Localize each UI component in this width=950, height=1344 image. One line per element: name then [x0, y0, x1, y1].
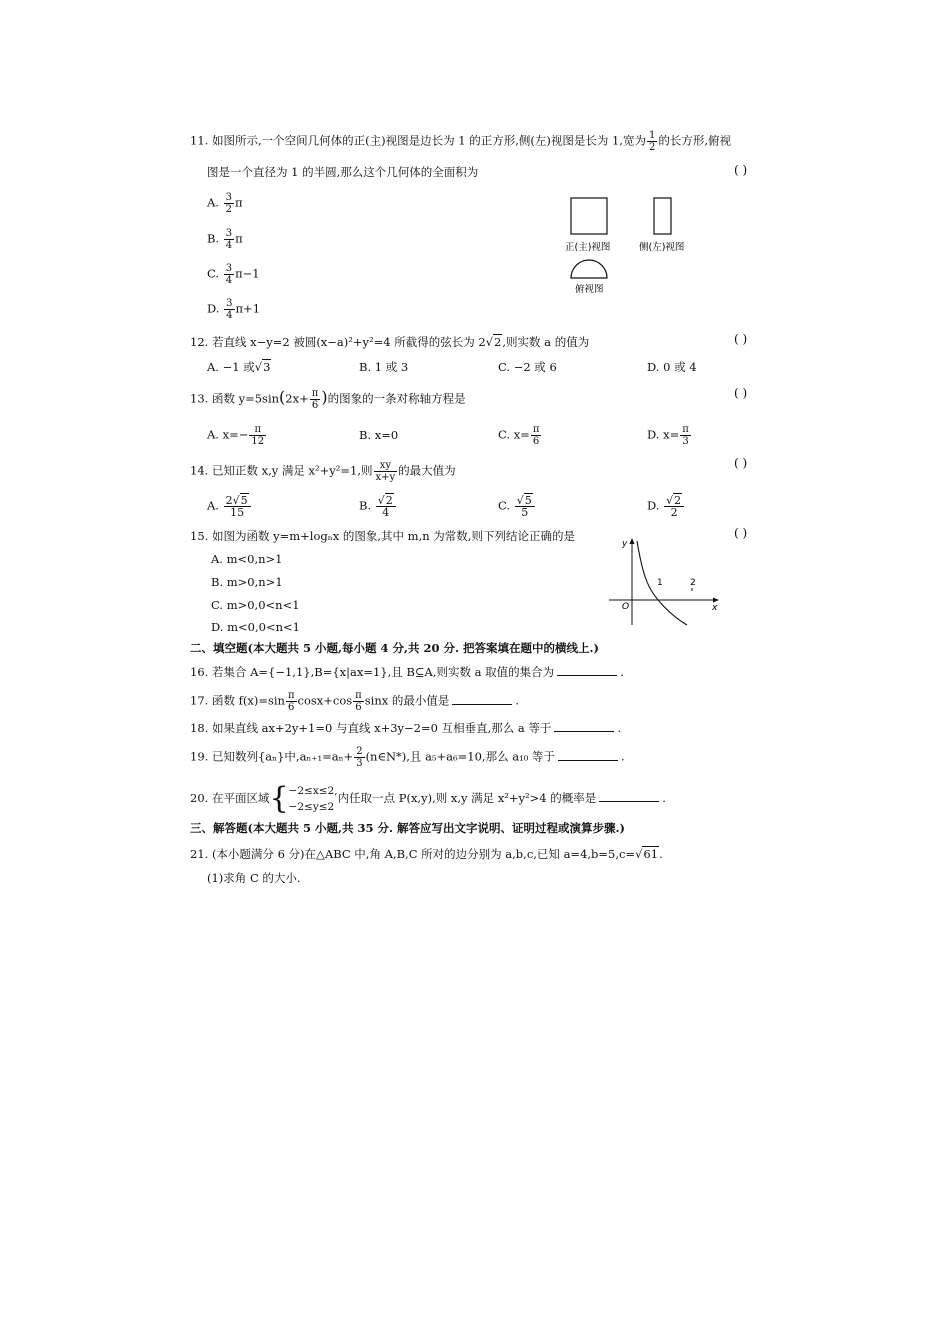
frac-den: 6: [311, 400, 319, 411]
q17-fraction-2: [353, 690, 364, 713]
q11-option-b: [207, 228, 243, 251]
q17-text-c: sinx 的最小值是: [364, 693, 450, 708]
q15-stem: 15. 如图为函数 y=m+logₙx 的图象,其中 m,n 为常数,则下列结论正确的是: [190, 529, 575, 543]
frac-num: π: [287, 690, 295, 701]
coef: 2: [225, 494, 233, 507]
opt-label: B.: [207, 231, 220, 246]
sqrt-radicand: 5: [240, 494, 248, 507]
section-3-heading: 三、解答题(本大题共 5 小题,共 35 分. 解答应写出文字说明、证明过程或演算步骤.): [190, 821, 625, 835]
opt-label: A.: [207, 195, 219, 210]
frac-num: √5: [515, 495, 535, 507]
tick-label-1: 1: [657, 578, 663, 588]
frac-num: 2√5: [224, 495, 251, 507]
q12-text-b: ,则实数 a 的值为: [502, 335, 590, 349]
frac-den: 5: [521, 506, 529, 519]
opt-fraction: [680, 424, 691, 447]
q11-line2: 图是一个直径为 1 的半圆,那么这个几何体的全面积为: [207, 165, 479, 179]
q14-answer-bracket: ( ): [734, 456, 748, 470]
q19-line: [190, 746, 625, 769]
x-axis-label: x: [712, 603, 718, 613]
frac-den: 6: [532, 436, 540, 447]
frac-num: √2: [664, 495, 684, 507]
opt-fraction: [531, 424, 542, 447]
frac-den: 4: [225, 240, 233, 251]
condition-2: −2≤y≤2: [288, 801, 335, 813]
q20-answer-blank[interactable]: [599, 791, 659, 802]
origin-label: O: [622, 602, 630, 612]
q15-option-c: C. m>0,0<n<1: [211, 598, 300, 612]
q13-inner: 2x+: [285, 391, 309, 406]
frac-num: 3: [226, 298, 233, 309]
frac-den: 4: [225, 275, 233, 286]
top-view-label: 俯视图: [575, 284, 604, 295]
frac-den: 4: [226, 310, 233, 321]
side-view-rect: [654, 198, 671, 234]
sqrt-sign: √: [485, 335, 494, 349]
frac-den: 3: [682, 436, 689, 447]
q20-system: [289, 783, 338, 815]
q16-text: 16. 若集合 A={−1,1},B={x|ax=1},且 B⊆A,则实数 a 取值的集合为: [190, 665, 555, 679]
y-axis-label: y: [622, 539, 628, 549]
frac-num: π: [249, 424, 266, 436]
q14-option-b: [359, 495, 397, 518]
opt-fraction: [224, 228, 234, 251]
q13-option-c: [498, 424, 542, 447]
opt-fraction: [224, 192, 234, 215]
opt-fraction: [224, 263, 234, 286]
period: .: [515, 693, 520, 708]
frac-num: xy: [374, 460, 398, 472]
q13-option-d: [647, 424, 692, 447]
y-axis-arrow: [630, 538, 635, 544]
frac-den: 4: [382, 506, 390, 519]
condition-1: −2≤x≤2,: [288, 785, 338, 797]
opt-text: D. x=: [647, 427, 680, 442]
q11-line1: [190, 130, 731, 153]
q17-answer-blank[interactable]: [452, 694, 512, 705]
opt-label: C.: [498, 498, 511, 513]
sqrt-sign: √: [635, 847, 643, 861]
opt-text: A. x=−: [207, 427, 249, 442]
q16-line: [190, 664, 624, 680]
opt-label: B.: [359, 498, 372, 513]
q17-text-b: cosx+cos: [297, 693, 353, 708]
q12-option-b: B. 1 或 3: [359, 360, 409, 374]
q19-fraction: [354, 746, 364, 769]
opt-tail: π: [235, 195, 243, 210]
q19-text-a: 19. 已知数列{aₙ}中,aₙ₊₁=aₙ+: [190, 749, 354, 764]
period: .: [617, 721, 622, 735]
frac-num: 2: [356, 746, 363, 757]
period: .: [662, 791, 666, 805]
paren-left: (: [279, 387, 286, 407]
q11-three-views-figure: [555, 192, 705, 300]
side-view-label: 侧(左)视图: [639, 242, 685, 253]
opt-fraction: [249, 424, 266, 447]
opt-label: D.: [647, 498, 660, 513]
frac-den: x+y: [375, 472, 396, 483]
opt-text: C. x=: [498, 427, 530, 442]
q20-text-a: 20. 在平面区域: [190, 791, 270, 805]
opt-label: D.: [207, 301, 220, 316]
sqrt-radicand: 5: [524, 494, 532, 507]
q11-option-a: [207, 192, 243, 215]
tick-label-2: 2: [690, 578, 696, 588]
opt-label: C.: [207, 266, 220, 281]
opt-label: A.: [207, 498, 219, 513]
q11-answer-bracket: ( ): [734, 163, 748, 177]
frac-num: 3: [225, 263, 233, 274]
q13-option-a: [207, 424, 267, 447]
q14-fraction: [374, 460, 398, 483]
q12-option-d: D. 0 或 4: [647, 360, 697, 374]
q21-part-1: (1)求角 C 的大小.: [207, 871, 301, 885]
period: .: [620, 749, 625, 764]
top-view-semicircle: [571, 260, 607, 278]
q15-option-d: D. m<0,0<n<1: [211, 620, 300, 634]
frac-num: π: [355, 690, 362, 701]
frac-den: 12: [251, 436, 265, 447]
sqrt-radicand: 61: [643, 847, 659, 861]
q13-text-b: 的图象的一条对称轴方程是: [327, 391, 466, 406]
frac-den: 2: [670, 506, 678, 519]
frac-num: 1: [648, 130, 656, 141]
frac-num: 3: [225, 228, 233, 239]
opt-fraction: [515, 495, 535, 518]
frac-den: 6: [288, 702, 295, 713]
q13-answer-bracket: ( ): [734, 386, 748, 400]
q12-stem: [190, 334, 589, 350]
q13-stem: [190, 388, 466, 411]
frac-num: π: [682, 424, 689, 435]
frac-den: 2: [648, 142, 656, 153]
sqrt-radicand: 2: [385, 494, 393, 507]
q14-stem: [190, 460, 456, 483]
q14-text-a: 14. 已知正数 x,y 满足 x²+y²=1,则: [190, 463, 373, 478]
opt-fraction: [376, 495, 396, 518]
frac-num: π: [532, 424, 540, 435]
q15-answer-bracket: ( ): [734, 526, 748, 540]
frac-den: 6: [355, 702, 362, 713]
q12-option-c: C. −2 或 6: [498, 360, 557, 374]
paren-right: ): [321, 387, 328, 407]
q13-text-a: 13. 函数 y=5sin: [190, 391, 280, 406]
q21-text: 21. (本小题满分 6 分)在△ABC 中,角 A,B,C 所对的边分别为 a,b,c,已知 a=4,b=5,c=: [190, 847, 636, 861]
q18-answer-blank[interactable]: [554, 721, 614, 732]
opt-fraction: [224, 298, 234, 321]
q15-option-b: B. m>0,n>1: [211, 575, 283, 589]
brace: {: [269, 781, 289, 816]
front-view-square: [571, 198, 607, 234]
frac-num: π: [311, 388, 319, 399]
frac-num: √2: [376, 495, 396, 507]
sqrt-sign: √: [254, 360, 263, 374]
q14-text-b: 的最大值为: [398, 463, 456, 478]
q11-text-b: 的长方形,俯视: [658, 133, 731, 148]
q18-text: 18. 如果直线 ax+2y+1=0 与直线 x+3y−2=0 互相垂直,那么 a 等于: [190, 721, 552, 735]
frac-den: 2: [225, 204, 232, 215]
q17-fraction-1: [286, 690, 297, 713]
q17-text-a: 17. 函数 f(x)=sin: [190, 693, 285, 708]
q12-text-a: 12. 若直线 x−y=2 被圆(x−a)²+y²=4 所截得的弦长为 2: [190, 335, 486, 349]
q14-option-c: [498, 495, 536, 518]
q11-text-a: 11. 如图所示,一个空间几何体的正(主)视图是边长为 1 的正方形,侧(左)视图是长为 1,宽为: [190, 133, 646, 148]
opt-text: A. −1 或: [207, 360, 255, 374]
q21-line: [190, 846, 663, 862]
q16-answer-blank[interactable]: [557, 665, 617, 676]
q11-fraction: [647, 130, 657, 153]
sqrt-radicand: 3: [263, 360, 271, 374]
q13-option-b: B. x=0: [359, 428, 399, 442]
period: .: [620, 665, 624, 679]
q15-option-a: A. m<0,n>1: [211, 552, 283, 566]
frac-den: 15: [230, 506, 245, 519]
frac-num: 3: [225, 192, 232, 203]
sqrt-radicand: 2: [674, 494, 682, 507]
q18-line: [190, 720, 621, 736]
q14-option-d: [647, 495, 685, 518]
section-2-heading: 二、填空题(本大题共 5 小题,每小题 4 分,共 20 分. 把答案填在题中的横线上.): [190, 641, 599, 655]
q11-option-c: [207, 263, 260, 286]
q12-answer-bracket: ( ): [734, 332, 748, 346]
q17-line: [190, 690, 519, 713]
front-view-label: 正(主)视图: [565, 242, 611, 253]
opt-tail: π−1: [235, 266, 260, 281]
opt-tail: π: [235, 231, 243, 246]
opt-tail: π+1: [235, 301, 261, 316]
q20-text-b: 内任取一点 P(x,y),则 x,y 满足 x²+y²>4 的概率是: [337, 791, 597, 805]
sqrt-radicand: 2: [494, 335, 502, 349]
q11-option-d: [207, 298, 260, 321]
x-axis-arrow: [713, 598, 719, 603]
q19-text-b: (n∈N*),且 a₅+a₆=10,那么 a₁₀ 等于: [365, 749, 555, 764]
period: .: [659, 847, 663, 861]
q13-fraction: [310, 388, 321, 411]
opt-fraction: [224, 495, 251, 518]
q19-answer-blank[interactable]: [558, 750, 618, 761]
opt-fraction: [664, 495, 684, 518]
q12-option-a: [207, 359, 271, 375]
frac-den: 3: [356, 758, 363, 769]
q14-option-a: [207, 495, 252, 518]
q20-line: [190, 780, 666, 816]
q15-log-graph: [605, 535, 725, 630]
